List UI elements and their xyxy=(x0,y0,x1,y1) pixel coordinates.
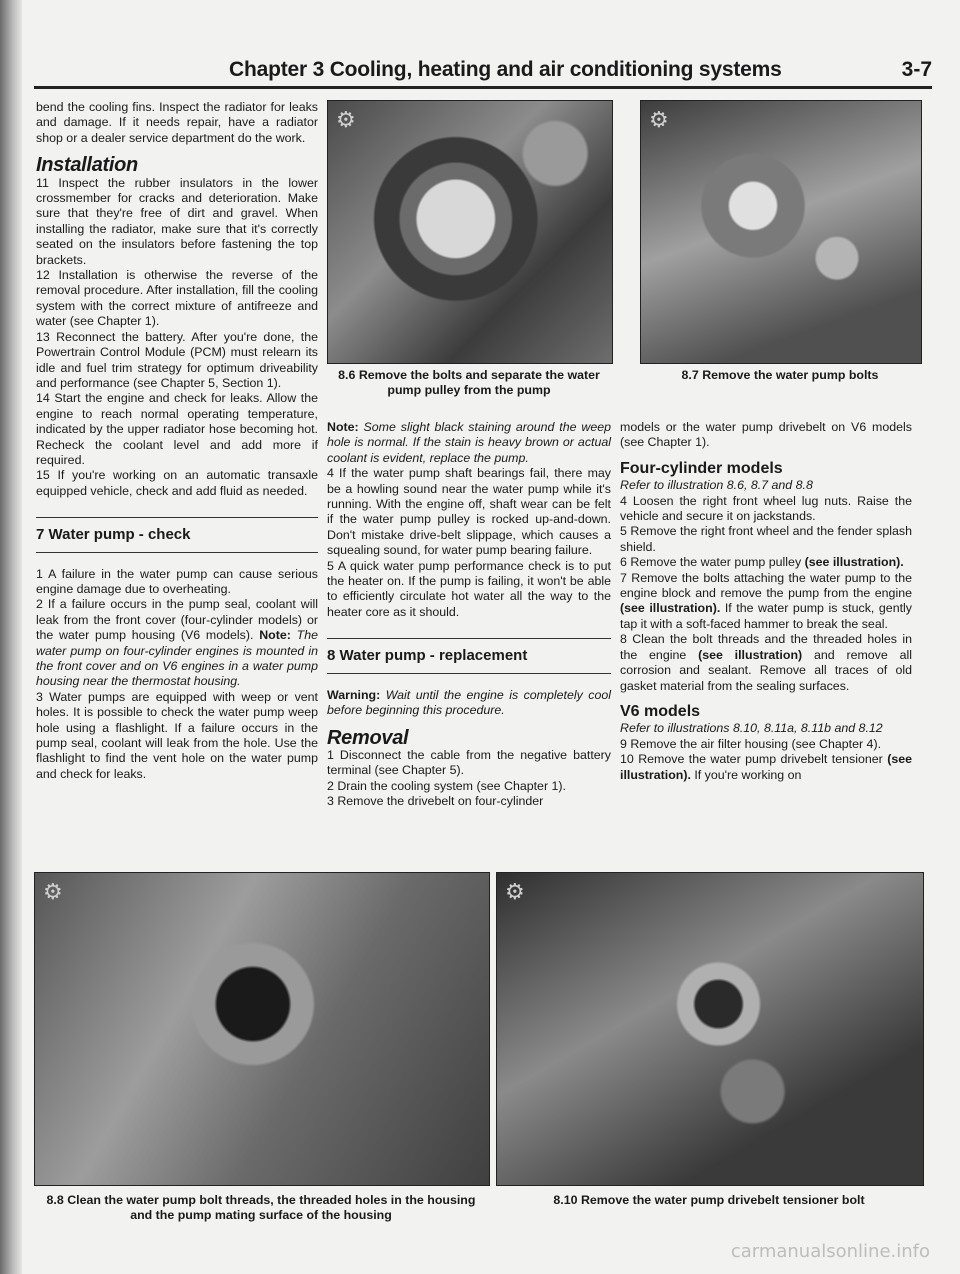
figure-8-10-photo xyxy=(496,872,924,1186)
photo-icon: ⚙ xyxy=(505,879,525,904)
step-7-text-cont: If the water pump is stuck, gently tap it with a soft-faced hammer to break the seal. xyxy=(620,601,912,631)
figure-8-6-caption: 8.6 Remove the bolts and separate the water pump pulley from the pump xyxy=(338,368,600,397)
installation-heading: Installation xyxy=(36,154,138,177)
step-8-text-cont: and remove all corrosion and sealant. Remove all traces of old gasket material from the sealing surfaces. xyxy=(620,647,912,693)
warning-label: Warning: xyxy=(327,687,381,702)
column-3 xyxy=(620,420,912,783)
warning-text: Wait until the engine is completely cool before beginning this procedure. xyxy=(327,687,611,718)
figure-8-7-photo xyxy=(640,100,922,364)
column-1 xyxy=(36,100,318,782)
see-illustration-ref: (see illustration). xyxy=(620,752,912,782)
step-14: 14 Start the engine and check for leaks. Allow the engine to reach normal operating temperature, indicated by the upper radiator hose becoming hot. Recheck the coolant level and add more if required. xyxy=(36,391,318,467)
v6-reference: Refer to illustrations 8.10, 8.11a, 8.11b and 8.12 xyxy=(620,721,883,736)
continued-paragraph: models or the water pump drivebelt on V6 models (see Chapter 1). xyxy=(620,420,912,450)
four-cylinder-heading: Four-cylinder models xyxy=(620,459,783,477)
removal-step-3: 3 Remove the drivebelt on four-cylinder xyxy=(327,794,544,809)
note-label: Note: xyxy=(327,420,359,434)
removal-step-1: 1 Disconnect the cable from the negative battery terminal (see Chapter 5). xyxy=(327,747,611,778)
step-10-text-cont: If you're working on xyxy=(694,767,802,782)
step-8 xyxy=(620,632,912,694)
removal-step-2: 2 Drain the cooling system (see Chapter 1). xyxy=(327,778,566,793)
figure-8-10-caption: 8.10 Remove the water pump drivebelt tensioner bolt xyxy=(553,1193,865,1207)
step-13: 13 Reconnect the battery. After you're done, the Powertrain Control Module (PCM) must relearn its idle and fuel trim strategy for optimum driveability and performance (see Chapter 5, Section 1). xyxy=(36,329,318,390)
photo-icon: ⚙ xyxy=(43,879,63,904)
figure-8-6-photo xyxy=(327,100,613,364)
step-15: 15 If you're working on an automatic transaxle equipped vehicle, check and add fluid as needed. xyxy=(36,468,318,498)
step-7 xyxy=(620,571,912,633)
four-cylinder-reference: Refer to illustration 8.6, 8.7 and 8.8 xyxy=(620,478,813,493)
section-8-title: 8 Water pump - replacement xyxy=(327,638,611,673)
see-illustration-ref: (see illustration). xyxy=(804,555,904,570)
page-number: 3-7 xyxy=(901,58,932,81)
warning-paragraph xyxy=(327,688,611,719)
note-text: The water pump on four-cylinder engines is mounted in the front cover and on V6 engines in a water pump housing near the thermostat housing. xyxy=(36,628,318,689)
v6-heading: V6 models xyxy=(620,702,701,720)
section-7-step-1: 1 A failure in the water pump can cause serious engine damage due to overheating. xyxy=(36,566,318,596)
note-paragraph xyxy=(327,420,611,466)
figure-8-8-caption: 8.8 Clean the water pump bolt threads, the threaded holes in the housing and the pump mating surface of the housing xyxy=(46,1193,476,1222)
photo-icon: ⚙ xyxy=(649,107,669,132)
step-4: 4 Loosen the right front wheel lug nuts. Raise the vehicle and secure it on jackstands. xyxy=(620,493,912,524)
book-spine-shadow xyxy=(0,0,22,1274)
photo-icon: ⚙ xyxy=(336,107,356,132)
step-4: 4 If the water pump shaft bearings fail, there may be a howling sound near the water pump while it's running. With the engine off, shaft wear can be felt if the water pump pulley is rocked up-and-down. Don't mistake drive-belt slippage, which causes a squealing sound, for water pump bearing failure. xyxy=(327,466,611,558)
intro-paragraph: bend the cooling fins. Inspect the radiator for leaks and damage. If it needs repair, have a radiator shop or a dealer service department do the work. xyxy=(36,100,318,145)
step-6-text: 6 Remove the water pump pulley xyxy=(620,555,802,570)
step-9: 9 Remove the air filter housing (see Chapter 4). xyxy=(620,736,882,751)
removal-heading: Removal xyxy=(327,726,409,749)
section-7-step-3: 3 Water pumps are equipped with weep or vent holes. It is possible to check the water pump weep hole using a flashlight. If a failure occurs in the pump seal, coolant will leak from the hole. Use the flashlight to find the vent hole on the water pump and check for leaks. xyxy=(36,689,318,781)
figure-8-7-caption: 8.7 Remove the water pump bolts xyxy=(681,368,879,382)
section-7-step-2 xyxy=(36,597,318,689)
section-7-title: 7 Water pump - check xyxy=(36,517,318,552)
see-illustration-ref: (see illustration) xyxy=(698,647,803,662)
step-12: 12 Installation is otherwise the reverse of the removal procedure. After installation, fill the cooling system with the correct mixture of antifreeze and water (see Chapter 1). xyxy=(36,268,318,329)
step-10 xyxy=(620,752,912,783)
note-text: Some slight black staining around the weep hole is normal. If the stain is heavy brown or actual coolant is evident, replace the pump. xyxy=(327,420,611,465)
step-6 xyxy=(620,555,912,570)
step-8-text: 8 Clean the bolt threads and the threaded holes in the engine xyxy=(620,632,912,662)
chapter-title: Chapter 3 Cooling, heating and air conditioning systems xyxy=(229,58,782,81)
page-header xyxy=(34,56,932,86)
watermark: carmanualsonline.info xyxy=(730,1241,930,1262)
step-5: 5 A quick water pump performance check is to put the heater on. If the pump is failing, it won't be able to efficiently circulate hot water all the way to the heater core as it should. xyxy=(327,558,611,619)
step-7-text: 7 Remove the bolts attaching the water pump to the engine block and remove the pump from the engine xyxy=(620,570,912,601)
figure-8-8-photo xyxy=(34,872,490,1186)
header-rule xyxy=(34,86,932,89)
see-illustration-ref: (see illustration). xyxy=(620,601,721,616)
step-10-text: 10 Remove the water pump drivebelt tensioner xyxy=(620,752,883,767)
note-label: Note: xyxy=(259,628,291,643)
column-2 xyxy=(327,420,611,810)
step-5: 5 Remove the right front wheel and the fender splash shield. xyxy=(620,524,912,554)
step-11: 11 Inspect the rubber insulators in the lower crossmember for cracks and deterioration. Make sure that they're free of dirt and gravel. When installing the radiator, make sure that it's correctly seated on the insulators before fastening the top brackets. xyxy=(36,175,318,267)
section-7-step-2-text: 2 If a failure occurs in the pump seal, coolant will leak from the front cover (four-cylinder models) or the water pump housing (V6 models). xyxy=(36,597,318,643)
